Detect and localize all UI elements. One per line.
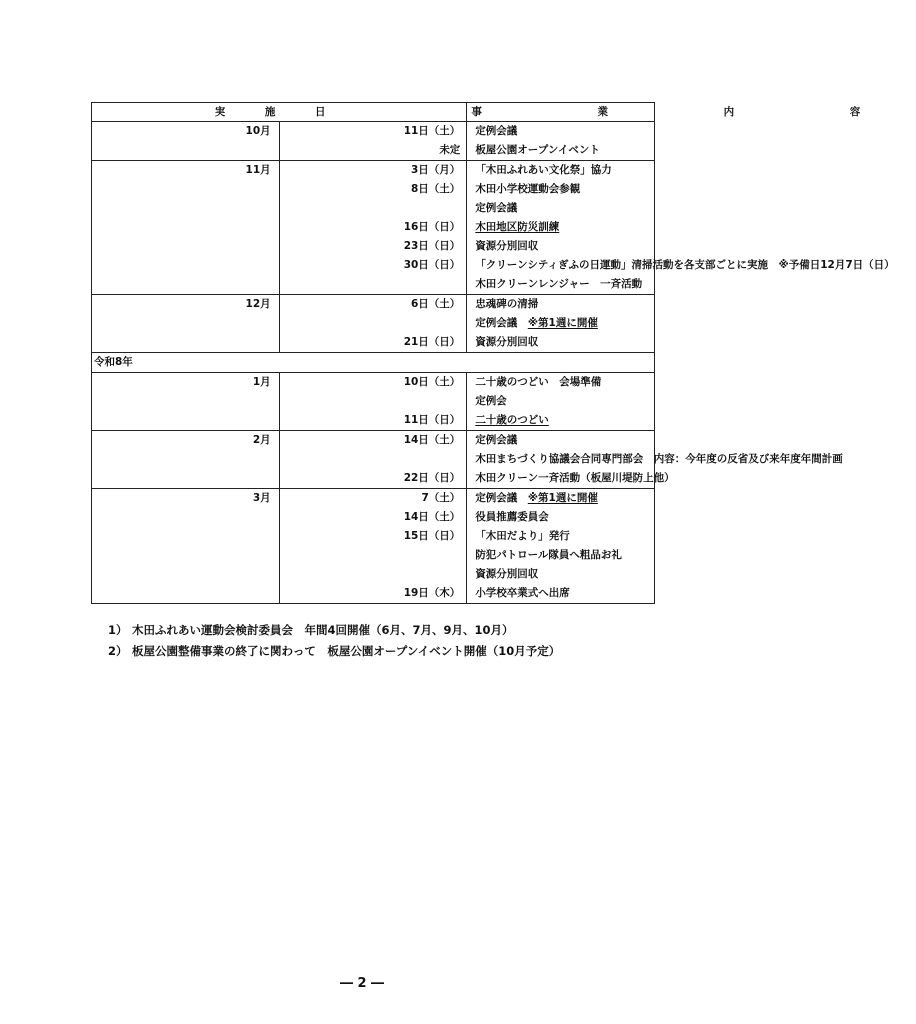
table-row: [92, 373, 655, 393]
event-cell: [467, 546, 655, 565]
note-number: 2）: [108, 644, 128, 658]
date-cell: 7（土）: [279, 489, 467, 509]
event-text: 定例会議: [475, 317, 528, 329]
month-cell: [92, 256, 280, 275]
event-cell: [467, 122, 655, 142]
event-cell: [467, 314, 655, 333]
month-cell: [92, 565, 280, 584]
month-cell: [92, 527, 280, 546]
event-cell: [467, 450, 843, 469]
month-cell: [92, 392, 280, 411]
note-item: [108, 641, 560, 662]
event-cell: [467, 161, 655, 181]
table-row: [92, 527, 655, 546]
month-cell: [92, 199, 280, 218]
date-cell: 11日（日）: [279, 411, 467, 431]
note-text: 木田ふれあい運動会検討委員会 年間4回開催（6月、7月、9月、10月）: [132, 623, 514, 637]
date-cell: 10日（土）: [279, 373, 467, 393]
table-row: [92, 314, 655, 333]
date-cell: 30日（日）: [279, 256, 467, 275]
event-text: 資源分別回収: [475, 336, 539, 348]
note-text: 板屋公園整備事業の終了に関わって 板屋公園オープンイベント開催（10月予定）: [132, 644, 561, 658]
event-cell: [467, 333, 655, 353]
event-cell: [467, 180, 655, 199]
date-cell: 19日（木）: [279, 584, 467, 604]
table-row: [92, 469, 655, 489]
table-row: [92, 275, 655, 295]
date-cell: [279, 565, 467, 584]
date-cell: 3日（月）: [279, 161, 467, 181]
table-row: [92, 546, 655, 565]
event-text: 「クリーンシティぎふの日運動」清掃活動を各支部ごとに実施 ※予備日12月7日（日）: [475, 259, 895, 271]
table-row: [92, 450, 655, 469]
table-row: [92, 333, 655, 353]
date-cell: 14日（土）: [279, 508, 467, 527]
date-cell: 16日（日）: [279, 218, 467, 237]
table-row: [92, 161, 655, 181]
event-cell: [467, 199, 655, 218]
month-cell: [92, 218, 280, 237]
event-text: 木田クリーンレンジャー 一斉活動: [475, 278, 643, 290]
event-text: 定例会議: [475, 492, 528, 504]
date-cell: 14日（土）: [279, 431, 467, 451]
date-cell: 未定: [279, 141, 467, 161]
date-cell: 21日（日）: [279, 333, 467, 353]
date-cell: [279, 392, 467, 411]
table-row: [92, 199, 655, 218]
event-text: 定例会議: [475, 434, 518, 446]
date-cell: 8日（土）: [279, 180, 467, 199]
date-cell: [279, 275, 467, 295]
event-text: 小学校卒業式へ出席: [475, 587, 570, 599]
date-cell: [279, 450, 467, 469]
month-cell: [92, 450, 280, 469]
event-text: 忠魂碑の清掃: [475, 298, 539, 310]
event-cell: [467, 565, 655, 584]
event-emphasis: ※第1週に開催: [527, 317, 598, 329]
event-text: 定例会議: [475, 125, 518, 137]
event-text: 二十歳のつどい: [475, 414, 549, 426]
table-row: [92, 218, 655, 237]
event-cell: [467, 141, 655, 161]
page-number: ― 2 ―: [339, 976, 385, 991]
event-column-header: 事 業 内 容: [467, 103, 655, 122]
event-cell: [467, 469, 675, 489]
event-text: 木田地区防災訓練: [475, 221, 560, 233]
month-cell: 2月: [92, 431, 280, 451]
event-text: 二十歳のつどい 会場準備: [475, 376, 602, 388]
event-cell: [467, 237, 655, 256]
year-label: 令和8年: [92, 353, 655, 373]
schedule-body: [92, 122, 895, 604]
event-cell: [467, 584, 655, 604]
table-row: [92, 565, 655, 584]
table-row: [92, 180, 655, 199]
event-text: 定例会: [475, 395, 507, 407]
date-cell: [279, 199, 467, 218]
event-text: 資源分別回収: [475, 240, 539, 252]
month-cell: [92, 411, 280, 431]
event-text: 役員推薦委員会: [475, 511, 549, 523]
month-cell: [92, 333, 280, 353]
event-cell: [467, 373, 655, 393]
event-text: 防犯パトロール隊員へ粗品お礼: [475, 549, 622, 561]
date-cell: 15日（日）: [279, 527, 467, 546]
table-row: [92, 489, 655, 509]
event-cell: [467, 295, 655, 315]
event-emphasis: ※第1週に開催: [527, 492, 598, 504]
event-cell: [467, 218, 655, 237]
event-cell: [467, 256, 895, 275]
event-text: 「木田だより」発行: [475, 530, 570, 542]
event-text: 木田小学校運動会参観: [475, 183, 581, 195]
date-cell: 6日（土）: [279, 295, 467, 315]
table-row: [92, 431, 655, 451]
month-cell: 10月: [92, 122, 280, 142]
note-item: [108, 620, 560, 641]
month-cell: [92, 584, 280, 604]
table-row: [92, 122, 655, 142]
notes-section: [108, 620, 560, 662]
date-cell: [279, 546, 467, 565]
year-row: [92, 353, 655, 373]
table-row: [92, 584, 655, 604]
month-cell: 12月: [92, 295, 280, 315]
event-cell: [467, 431, 655, 451]
month-cell: 3月: [92, 489, 280, 509]
event-cell: [467, 392, 655, 411]
note-number: 1）: [108, 623, 128, 637]
date-cell: [279, 314, 467, 333]
date-column-header: 実 施 日: [92, 103, 467, 122]
month-cell: [92, 237, 280, 256]
schedule-table: [91, 102, 916, 604]
table-row: [92, 392, 655, 411]
table-row: [92, 295, 655, 315]
month-cell: [92, 180, 280, 199]
event-text: 「木田ふれあい文化祭」協力: [475, 164, 612, 176]
month-cell: 1月: [92, 373, 280, 393]
event-cell: [467, 508, 655, 527]
table-header-row: [92, 103, 655, 122]
event-cell: [467, 275, 655, 295]
table-row: [92, 508, 655, 527]
month-cell: [92, 508, 280, 527]
event-text: 資源分別回収: [475, 568, 539, 580]
month-cell: 11月: [92, 161, 280, 181]
event-cell: [467, 489, 655, 509]
table-row: [92, 256, 655, 275]
event-text: 木田まちづくり協議会合同専門部会 内容：今年度の反省及び来年度年間計画: [475, 453, 843, 465]
event-text: 定例会議: [475, 202, 518, 214]
date-cell: 23日（日）: [279, 237, 467, 256]
event-cell: [467, 527, 655, 546]
month-cell: [92, 141, 280, 161]
date-cell: 22日（日）: [279, 469, 467, 489]
month-cell: [92, 469, 280, 489]
table-row: [92, 411, 655, 431]
event-text: 木田クリーン一斉活動（板屋川堤防上他）: [475, 472, 675, 484]
date-cell: 11日（土）: [279, 122, 467, 142]
month-cell: [92, 314, 280, 333]
table-row: [92, 141, 655, 161]
month-cell: [92, 275, 280, 295]
month-cell: [92, 546, 280, 565]
table-row: [92, 237, 655, 256]
event-text: 板屋公園オープンイベント: [475, 144, 600, 156]
event-cell: [467, 411, 655, 431]
